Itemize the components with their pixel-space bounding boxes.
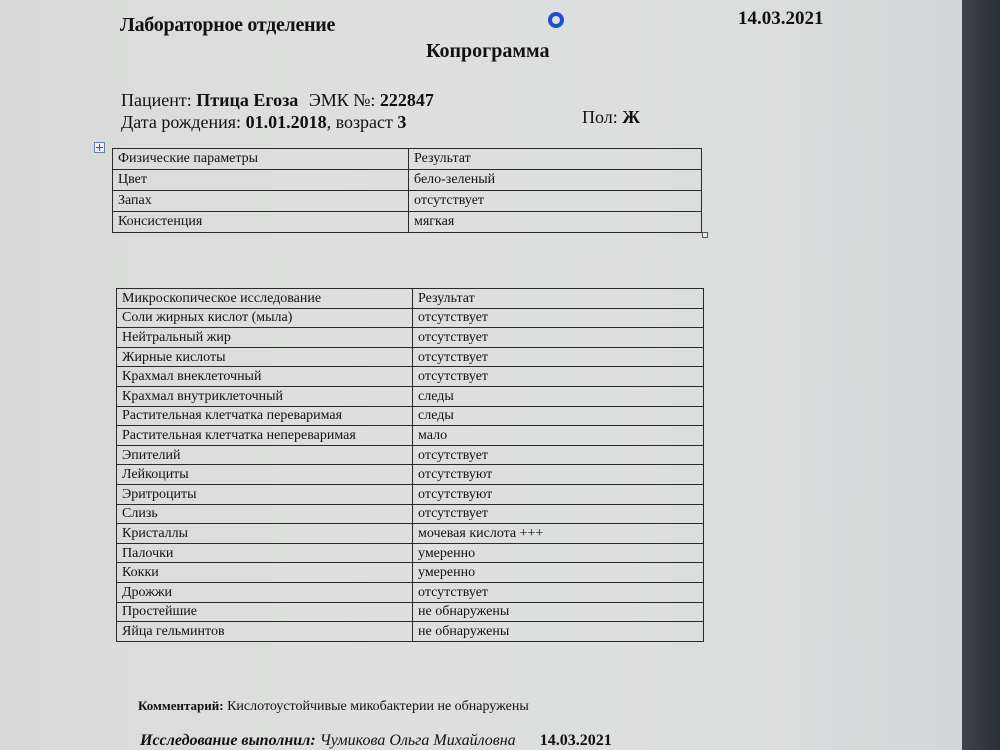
emk-label: ЭМК №: xyxy=(308,90,376,110)
table-row xyxy=(117,524,704,544)
parameter-cell: Палочки xyxy=(117,543,413,563)
result-cell: следы xyxy=(413,406,704,426)
physical-parameters-table xyxy=(112,148,702,233)
parameter-cell: Простейшие xyxy=(117,602,413,622)
document-title: Копрограмма xyxy=(426,40,550,62)
header-parameter: Микроскопическое исследование xyxy=(117,289,413,309)
patient-line xyxy=(121,90,434,111)
parameter-cell: Запах xyxy=(113,191,409,212)
patient-label: Пациент: xyxy=(121,90,192,110)
parameter-cell: Растительная клетчатка переваримая xyxy=(117,406,413,426)
performed-line xyxy=(140,732,612,750)
header-result: Результат xyxy=(413,289,704,309)
parameter-cell: Цвет xyxy=(113,170,409,191)
result-cell: мало xyxy=(413,426,704,446)
table-row xyxy=(117,308,704,328)
result-cell: не обнаружены xyxy=(413,622,704,642)
table-row xyxy=(117,543,704,563)
result-cell: умеренно xyxy=(413,543,704,563)
table-row xyxy=(117,347,704,367)
table-resize-handle[interactable] xyxy=(702,232,708,238)
result-cell: отсутствуют xyxy=(413,484,704,504)
result-cell: мягкая xyxy=(409,212,702,233)
table-row xyxy=(113,191,702,212)
performed-date: 14.03.2021 xyxy=(539,732,612,749)
sex-value: Ж xyxy=(622,107,641,127)
parameter-cell: Жирные кислоты xyxy=(117,347,413,367)
microscopic-table xyxy=(116,288,704,642)
cursor-ring-icon xyxy=(548,12,564,28)
parameter-cell: Яйца гельминтов xyxy=(117,622,413,642)
table-row xyxy=(117,622,704,642)
header-result: Результат xyxy=(409,149,702,170)
result-cell: отсутствует xyxy=(413,367,704,387)
result-cell: отсутствует xyxy=(413,445,704,465)
table-row xyxy=(117,582,704,602)
parameter-cell: Слизь xyxy=(117,504,413,524)
parameter-cell: Нейтральный жир xyxy=(117,328,413,348)
parameter-cell: Консистенция xyxy=(113,212,409,233)
sex-line xyxy=(582,107,640,128)
dob-label: Дата рождения: xyxy=(121,112,242,132)
result-cell: отсутствует xyxy=(413,347,704,367)
age-value: 3 xyxy=(397,112,407,132)
emk-number: 222847 xyxy=(379,90,434,110)
report-date: 14.03.2021 xyxy=(738,8,824,29)
result-cell: бело-зеленый xyxy=(409,170,702,191)
table-row xyxy=(117,504,704,524)
result-cell: отсутствует xyxy=(409,191,702,212)
parameter-cell: Кокки xyxy=(117,563,413,583)
performed-name: Чумикова Ольга Михайловна xyxy=(319,732,516,749)
parameter-cell: Дрожжи xyxy=(117,582,413,602)
table-row xyxy=(117,406,704,426)
dob-value: 01.01.2018 xyxy=(245,112,327,132)
parameter-cell: Соли жирных кислот (мыла) xyxy=(117,308,413,328)
table-row xyxy=(117,602,704,622)
table-header-row xyxy=(113,149,702,170)
table-row xyxy=(117,465,704,485)
department-name: Лабораторное отделение xyxy=(120,14,336,36)
table-row xyxy=(113,212,702,233)
comment-label: Комментарий: xyxy=(138,698,224,713)
table-row xyxy=(117,367,704,387)
table-row xyxy=(117,328,704,348)
parameter-cell: Крахмал внутриклеточный xyxy=(117,386,413,406)
window-edge xyxy=(962,0,1000,750)
result-cell: следы xyxy=(413,386,704,406)
result-cell: мочевая кислота +++ xyxy=(413,524,704,544)
sex-label: Пол: xyxy=(582,107,618,127)
result-cell: умеренно xyxy=(413,563,704,583)
table-header-row xyxy=(117,289,704,309)
table-row xyxy=(117,386,704,406)
result-cell: отсутствует xyxy=(413,504,704,524)
result-cell: не обнаружены xyxy=(413,602,704,622)
result-cell: отсутствуют xyxy=(413,465,704,485)
result-cell: отсутствует xyxy=(413,308,704,328)
header-parameter: Физические параметры xyxy=(113,149,409,170)
table-row xyxy=(113,170,702,191)
table-row xyxy=(117,426,704,446)
table-row xyxy=(117,484,704,504)
result-cell: отсутствует xyxy=(413,582,704,602)
dob-line xyxy=(121,112,406,133)
table-row xyxy=(117,563,704,583)
table-move-handle-icon[interactable] xyxy=(94,142,105,153)
parameter-cell: Лейкоциты xyxy=(117,465,413,485)
parameter-cell: Эритроциты xyxy=(117,484,413,504)
comment-text: Кислотоустойчивые микобактерии не обнаружены xyxy=(227,699,529,714)
table-row xyxy=(117,445,704,465)
patient-name: Птица Егоза xyxy=(196,90,299,110)
parameter-cell: Кристаллы xyxy=(117,524,413,544)
parameter-cell: Растительная клетчатка непереваримая xyxy=(117,426,413,446)
age-label: , возраст xyxy=(326,112,393,132)
performed-label: Исследование выполнил: xyxy=(140,732,316,749)
result-cell: отсутствует xyxy=(413,328,704,348)
parameter-cell: Крахмал внеклеточный xyxy=(117,367,413,387)
comment-line xyxy=(138,698,529,715)
parameter-cell: Эпителий xyxy=(117,445,413,465)
